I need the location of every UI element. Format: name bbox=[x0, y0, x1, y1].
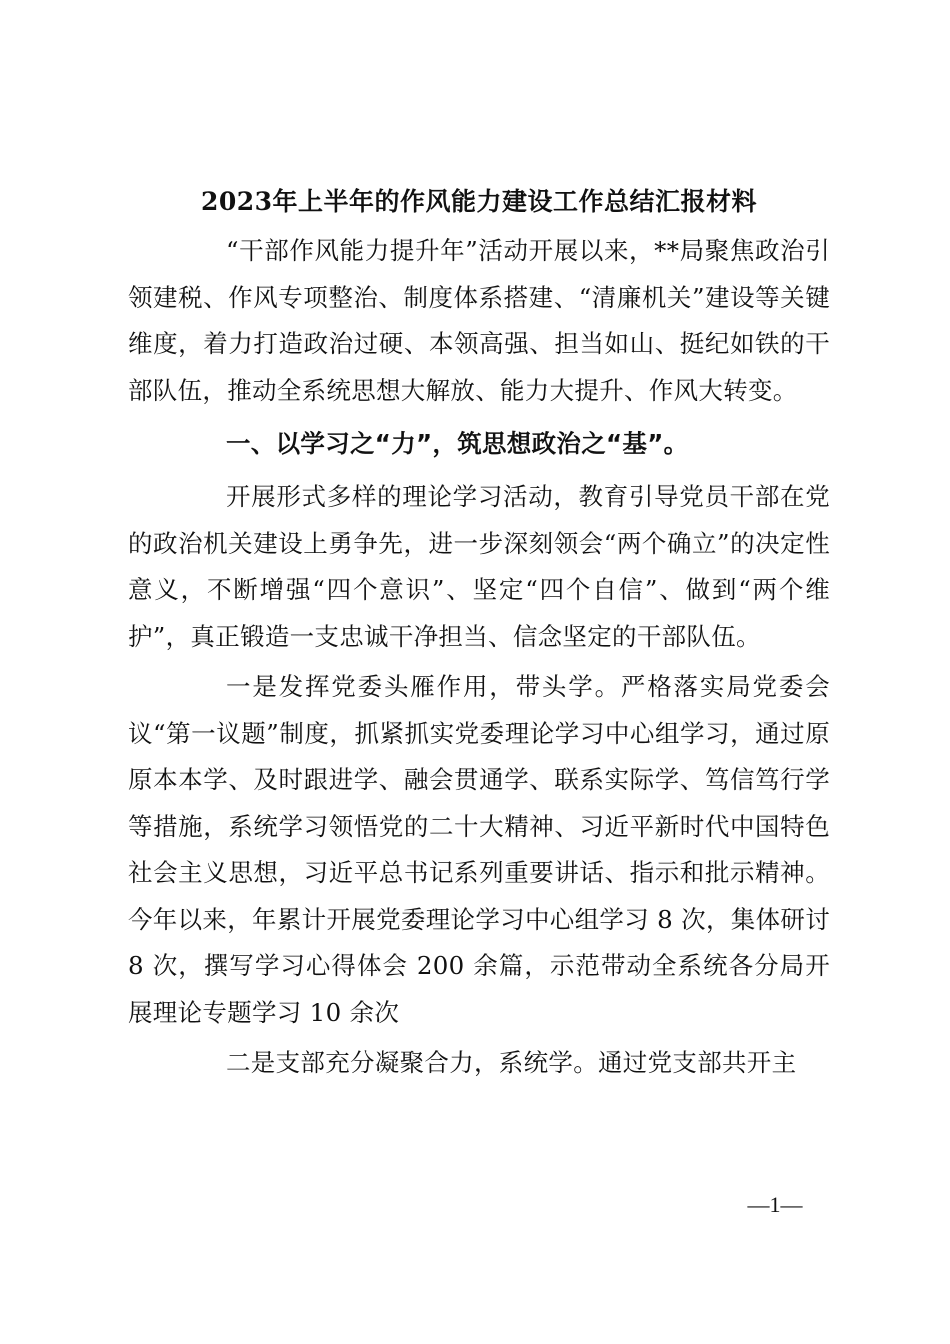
document-body bbox=[128, 180, 830, 1087]
document-title: 2023年上半年的作风能力建设工作总结汇报材料 bbox=[200, 187, 758, 216]
section-heading-1: 一、以学习之“力”，筑思想政治之“基”。 bbox=[226, 429, 689, 458]
item-two-paragraph: 二是支部充分凝聚合力，系统学。通过党支部共开主 bbox=[226, 1048, 797, 1077]
section-1-paragraph: 开展形式多样的理论学习活动，教育引导党员干部在党的政治机关建设上勇争先，进一步深刻领会“两个确立”的决定性意义，不断增强“四个意识”、坚定“四个自信”、做到“两个维护”，真正锻造一支忠诚干净担当、信念坚定的干部队伍。 bbox=[128, 482, 830, 651]
item-one-paragraph: 一是发挥党委头雁作用，带头学。严格落实局党委会议“第一议题”制度，抓紧抓实党委理论学习中心组学习，通过原原本本学、及时跟进学、融会贯通学、联系实际学、笃信笃行学等措施，系统学习领悟党的二十大精神、习近平新时代中国特色社会主义思想，习近平总书记系列重要讲话、指示和批示精神。今年以来，年累计开展党委理论学习中心组学习 8 次，集体研讨 8 次，撰写学习心得体会 200 余篇，示范带动全系统各分局开展理论专题学习 10 余次 bbox=[128, 672, 830, 1027]
page-number: —1— bbox=[747, 1192, 803, 1217]
intro-paragraph: “干部作风能力提升年”活动开展以来，**局聚焦政治引领建税、作风专项整治、制度体系搭建、“清廉机关”建设等关键维度，着力打造政治过硬、本领高强、担当如山、挺纪如铁的干部队伍，推动全系统思想大解放、能力大提升、作风大转变。 bbox=[128, 236, 830, 405]
